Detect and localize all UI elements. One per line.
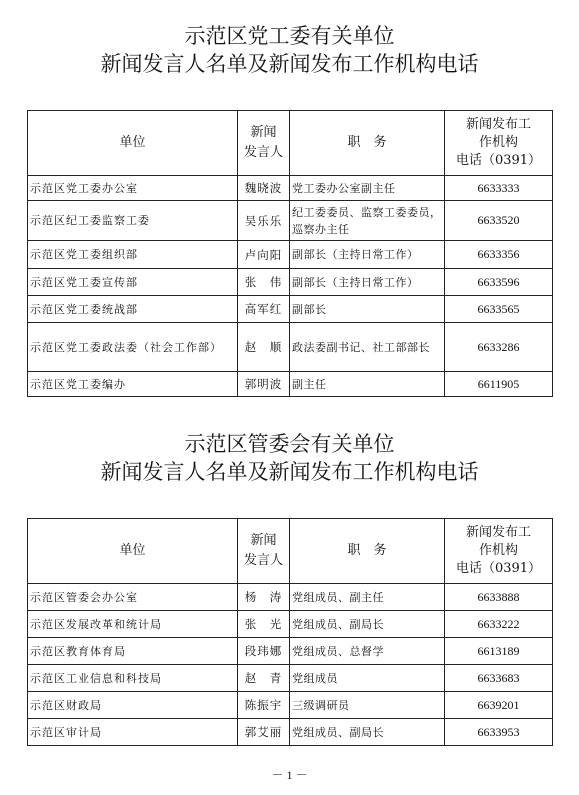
header-phone — [445, 111, 553, 176]
table-row — [28, 372, 553, 397]
header-unit: 单位 — [28, 111, 238, 176]
cell-speaker: 卢向阳 — [238, 241, 290, 269]
cell-phone: 6633286 — [445, 323, 553, 372]
table-row — [28, 176, 553, 201]
table-header-row — [28, 111, 553, 176]
cell-speaker: 郭艾丽 — [238, 719, 290, 746]
table-row — [28, 269, 553, 296]
table-row — [28, 719, 553, 746]
cell-speaker: 杨 涛 — [238, 584, 290, 611]
cell-position: 党组成员 — [290, 665, 445, 692]
table-row — [28, 201, 553, 241]
cell-phone: 6633356 — [445, 241, 553, 269]
cell-position: 政法委副书记、社工部部长 — [290, 323, 445, 372]
cell-unit: 示范区管委会办公室 — [28, 584, 238, 611]
table-row — [28, 611, 553, 638]
cell-position: 党组成员、总督学 — [290, 638, 445, 665]
cell-position: 副部长（主持日常工作） — [290, 269, 445, 296]
header-speaker — [238, 519, 290, 584]
header-phone-line2: 作机构 — [478, 543, 518, 558]
header-speaker — [238, 111, 290, 176]
cell-position: 副主任 — [290, 372, 445, 397]
header-phone-line1: 新闻发布工 — [465, 525, 531, 540]
cell-speaker: 魏晓波 — [238, 176, 290, 201]
cell-position: 三级调研员 — [290, 692, 445, 719]
cell-speaker: 陈振宇 — [238, 692, 290, 719]
cell-unit: 示范区审计局 — [28, 719, 238, 746]
table-row — [28, 584, 553, 611]
header-speaker-line1: 新闻 — [250, 533, 277, 548]
table-header-row — [28, 519, 553, 584]
table-row — [28, 692, 553, 719]
cell-position: 党工委办公室副主任 — [290, 176, 445, 201]
cell-speaker: 赵 青 — [238, 665, 290, 692]
cell-phone: 6633953 — [445, 719, 553, 746]
section2-title-line2: 新闻发言人名单及新闻发布工作机构电话 — [100, 460, 479, 484]
header-phone — [445, 519, 553, 584]
cell-unit: 示范区党工委办公室 — [28, 176, 238, 201]
section2-table — [27, 518, 553, 746]
section1-title-line2: 新闻发言人名单及新闻发布工作机构电话 — [100, 52, 479, 76]
header-phone-line2: 作机构 — [478, 135, 518, 150]
cell-unit: 示范区纪工委监察工委 — [28, 201, 238, 241]
cell-unit: 示范区工业信息和科技局 — [28, 665, 238, 692]
header-phone-line1: 新闻发布工 — [465, 117, 531, 132]
header-speaker-line2: 发言人 — [243, 553, 283, 568]
section2-title-line1: 示范区管委会有关单位 — [184, 432, 395, 456]
cell-speaker: 张 光 — [238, 611, 290, 638]
table-row — [28, 638, 553, 665]
cell-unit: 示范区党工委编办 — [28, 372, 238, 397]
cell-phone: 6613189 — [445, 638, 553, 665]
header-unit: 单位 — [28, 519, 238, 584]
cell-position: 党组成员、副局长 — [290, 719, 445, 746]
cell-phone: 6633520 — [445, 201, 553, 241]
section1-title-line1: 示范区党工委有关单位 — [184, 24, 395, 48]
cell-phone: 6633333 — [445, 176, 553, 201]
section2-title — [0, 430, 579, 486]
table-row — [28, 323, 553, 372]
header-phone-line3: 电话（0391） — [455, 153, 542, 168]
cell-speaker: 张 伟 — [238, 269, 290, 296]
table-row — [28, 296, 553, 323]
table-row — [28, 665, 553, 692]
section1-title — [0, 22, 579, 78]
cell-phone: 6633596 — [445, 269, 553, 296]
cell-position: 纪工委委员、监察工委委员，巡察办主任 — [290, 201, 445, 241]
cell-unit: 示范区党工委政法委（社会工作部） — [28, 323, 238, 372]
cell-unit: 示范区党工委组织部 — [28, 241, 238, 269]
cell-unit: 示范区党工委统战部 — [28, 296, 238, 323]
header-position: 职 务 — [290, 519, 445, 584]
header-speaker-line1: 新闻 — [250, 125, 277, 140]
cell-phone: 6633888 — [445, 584, 553, 611]
cell-phone: 6633565 — [445, 296, 553, 323]
cell-unit: 示范区党工委宣传部 — [28, 269, 238, 296]
cell-phone: 6633222 — [445, 611, 553, 638]
cell-position: 党组成员、副局长 — [290, 611, 445, 638]
cell-phone: 6633683 — [445, 665, 553, 692]
cell-phone: 6639201 — [445, 692, 553, 719]
cell-speaker: 赵 顺 — [238, 323, 290, 372]
page-number: － 1 － — [271, 768, 308, 782]
cell-speaker: 吴乐乐 — [238, 201, 290, 241]
cell-speaker: 高军红 — [238, 296, 290, 323]
cell-speaker: 郭明波 — [238, 372, 290, 397]
cell-unit: 示范区教育体育局 — [28, 638, 238, 665]
cell-position: 副部长（主持日常工作） — [290, 241, 445, 269]
cell-position: 副部长 — [290, 296, 445, 323]
header-speaker-line2: 发言人 — [243, 145, 283, 160]
header-position: 职 务 — [290, 111, 445, 176]
cell-unit: 示范区财政局 — [28, 692, 238, 719]
cell-phone: 6611905 — [445, 372, 553, 397]
section1-table — [27, 110, 553, 397]
cell-speaker: 段玮娜 — [238, 638, 290, 665]
table-row — [28, 241, 553, 269]
cell-unit: 示范区发展改革和统计局 — [28, 611, 238, 638]
cell-position: 党组成员、副主任 — [290, 584, 445, 611]
header-phone-line3: 电话（0391） — [455, 561, 542, 576]
